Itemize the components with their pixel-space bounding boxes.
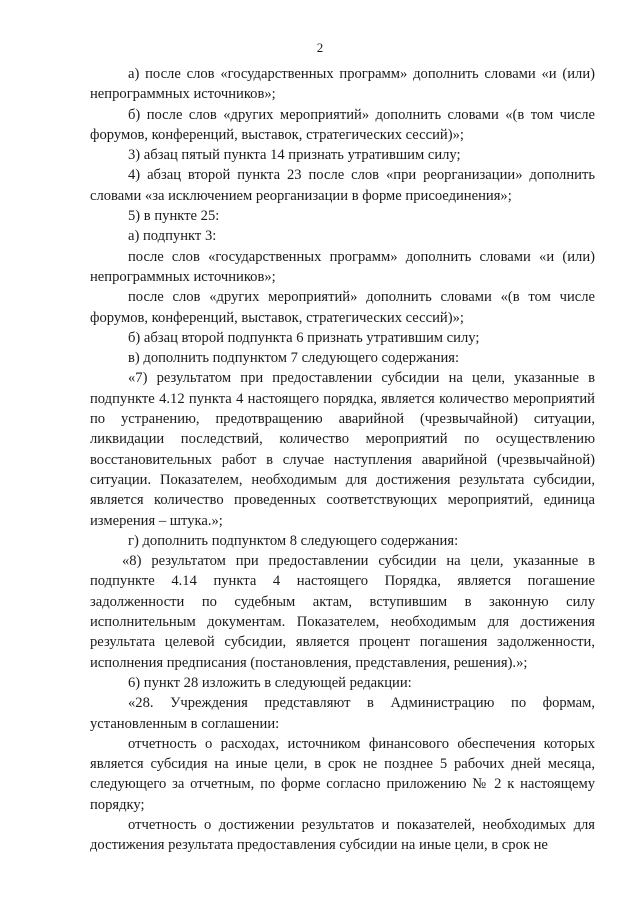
paragraph-subitem-v: в) дополнить подпунктом 7 следующего содержания: bbox=[128, 350, 460, 367]
paragraph-subitem-a: а) подпункт 3: bbox=[128, 228, 217, 245]
paragraph-a-state-programs: а) после слов «государственных программ» дополнить словами «и (или) непрограммных источников»; bbox=[90, 66, 595, 103]
paragraph-quote-8: «8) результатом при предоставлении субсидии на цели, указанные в подпункте 4.14 пункта 4 настоящего Порядка, является погашение задолженности по судебным актам, вступившим в законную силу исполнительным документам. Показателем, необходимым для достижения результата целевой субсидии, является процент погашения задолженности, исполнения предписания (постановления, представления, решения).»; bbox=[90, 553, 595, 671]
paragraph-item-4: 4) абзац второй пункта 23 после слов «при реорганизации» дополнить словами «за исключением реорганизации в форме присоединения»; bbox=[90, 167, 595, 204]
paragraph-results-report: отчетность о достижении результатов и показателей, необходимых для достижения результата предоставления субсидии на иные цели, в срок не bbox=[90, 816, 595, 854]
paragraph-item-6: 6) пункт 28 изложить в следующей редакции: bbox=[128, 674, 412, 691]
paragraph-state-programs-2: после слов «государственных программ» дополнить словами «и (или) непрограммных источников»; bbox=[90, 248, 595, 285]
page-number: 2 bbox=[316, 40, 324, 55]
paragraph-b-other-events: б) после слов «других мероприятий» дополнить словами «(в том числе форумов, конференций, выставок, стратегических сессий)»; bbox=[90, 106, 595, 143]
paragraph-quote-7: «7) результатом при предоставлении субсидии на цели, указанные в подпункте 4.12 пункта 4 настоящего порядка, является количество мероприятий по устранению, предотвращению аварийной (чрезвычайной) ситуации, ликвидации последствий, количество мероприятий по осуществлению восстановительных работ в случае наступления аварийной (чрезвычайной) ситуации. Показателем, необходимым для достижения результата субсидии, является количество проведенных соответствующих мероприятий, единица измерения – штука.»; bbox=[90, 370, 595, 529]
paragraph-item-3: 3) абзац пятый пункта 14 признать утратившим силу; bbox=[128, 147, 461, 164]
paragraph-other-events-2: после слов «других мероприятий» дополнить словами «(в том числе форумов, конференций, выставок, стратегических сессий)»; bbox=[90, 289, 595, 326]
paragraph-item-5: 5) в пункте 25: bbox=[128, 208, 220, 225]
paragraph-quote-28: «28. Учреждения представляют в Администрацию по формам, установленным в соглашении: bbox=[90, 695, 595, 732]
paragraph-expense-report: отчетность о расходах, источником финансового обеспечения которых является субсидия на иные цели, в срок не позднее 5 рабочих дней месяца, следующего за отчетным, по форме согласно приложению № 2 к настоящему порядку; bbox=[90, 735, 595, 813]
paragraph-subitem-g: г) дополнить подпунктом 8 следующего содержания: bbox=[128, 532, 459, 549]
document-body bbox=[90, 64, 595, 856]
paragraph-subitem-b: б) абзац второй подпункта 6 признать утратившим силу; bbox=[128, 329, 480, 346]
